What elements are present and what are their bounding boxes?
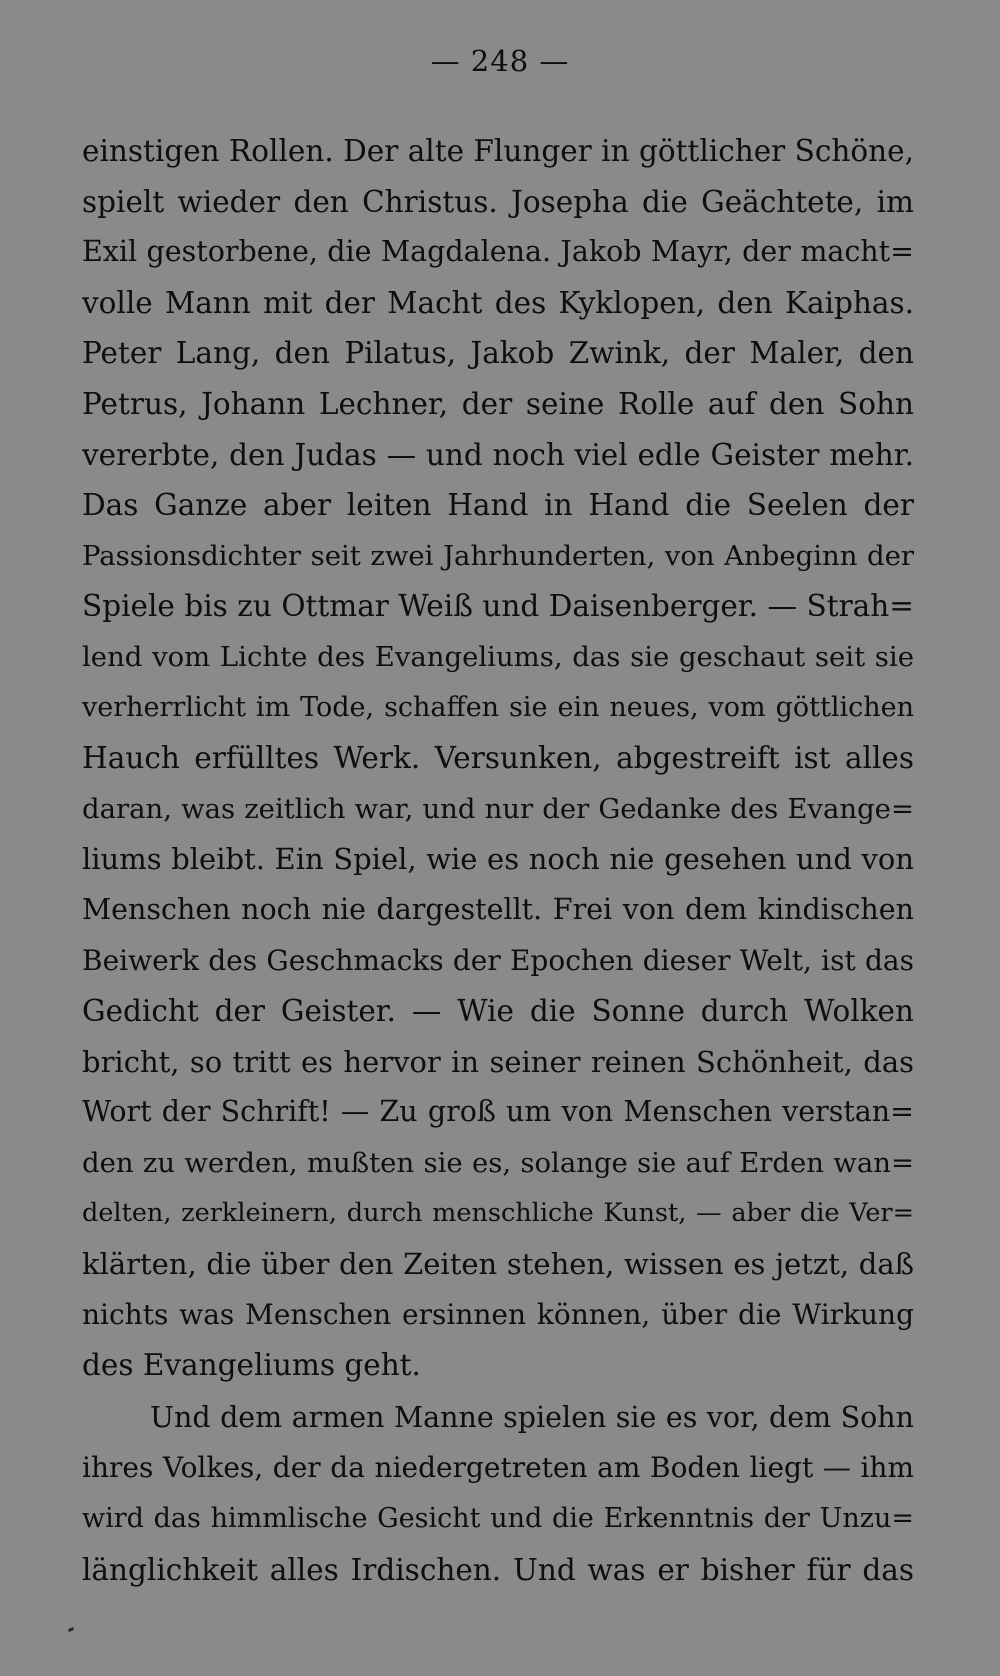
text-line: nichts was Menschen ersinnen können, über die Wirkung xyxy=(82,1297,914,1331)
text-line: einstigen Rollen. Der alte Flunger in göttlicher Schöne, xyxy=(82,134,914,168)
text-line: länglichkeit alles Irdischen. Und was er bisher für das xyxy=(82,1552,914,1587)
text-line: den zu werden, mußten sie es, solange sie auf Erden wan= xyxy=(82,1146,914,1179)
paragraph-2 xyxy=(82,1393,914,1595)
text-line: Wort der Schrift! — Zu groß um von Menschen verstan= xyxy=(82,1095,914,1129)
text-line: Das Ganze aber leiten Hand in Hand die Seelen der xyxy=(82,488,914,523)
text-line: vererbte, den Judas — und noch viel edle Geister mehr. xyxy=(82,437,914,472)
page-number: — 248 — xyxy=(430,44,570,78)
text-line: Peter Lang, den Pilatus, Jakob Zwink, der Maler, den xyxy=(82,336,914,371)
text-line: Gedicht der Geister. — Wie die Sonne durch Wolken xyxy=(82,994,914,1029)
text-line: lend vom Lichte des Evangeliums, das sie geschaut seit sie xyxy=(82,640,914,673)
text-line: Spiele bis zu Ottmar Weiß und Daisenberger. — Strah= xyxy=(82,589,914,624)
text-line: delten, zerkleinern, durch menschliche Kunst, — aber die Ver= xyxy=(82,1198,914,1229)
text-line: wird das himmlische Gesicht und die Erkenntnis der Unzu= xyxy=(82,1503,914,1535)
text-line: spielt wieder den Christus. Josepha die Geächtete, im xyxy=(82,184,914,219)
text-line: bricht, so tritt es hervor in seiner reinen Schönheit, das xyxy=(82,1044,914,1079)
text-line: verherrlicht im Tode, schaffen sie ein neues, vom göttlichen xyxy=(82,691,914,723)
text-line: Menschen noch nie dargestellt. Frei von dem kindischen xyxy=(82,892,914,926)
text-line: des Evangeliums geht. xyxy=(82,1348,421,1383)
text-line: ihres Volkes, der da niedergetreten am Boden liegt — ihm xyxy=(82,1451,914,1485)
text-line: liums bleibt. Ein Spiel, wie es noch nie gesehen und von xyxy=(82,842,914,877)
text-line: Und dem armen Manne spielen sie es vor, dem Sohn xyxy=(150,1400,914,1434)
text-line: klärten, die über den Zeiten stehen, wissen es jetzt, daß xyxy=(82,1247,914,1282)
body-text xyxy=(82,126,914,1595)
text-line: Petrus, Johann Lechner, der seine Rolle auf den Sohn xyxy=(82,386,914,421)
text-line: Passionsdichter seit zwei Jahrhunderten, von Anbeginn der xyxy=(82,539,914,572)
ink-smudge xyxy=(68,1627,75,1632)
text-line: Exil gestorbene, die Magdalena. Jakob Mayr, der macht= xyxy=(82,235,914,269)
text-line: Beiwerk des Geschmacks der Epochen dieser Welt, ist das xyxy=(82,943,914,977)
text-line: Hauch erfülltes Werk. Versunken, abgestreift ist alles xyxy=(82,741,914,776)
text-line: daran, was zeitlich war, und nur der Gedanke des Evange= xyxy=(82,792,914,825)
text-line: volle Mann mit der Macht des Kyklopen, den Kaiphas. xyxy=(82,285,914,320)
paragraph-1 xyxy=(82,126,914,1391)
